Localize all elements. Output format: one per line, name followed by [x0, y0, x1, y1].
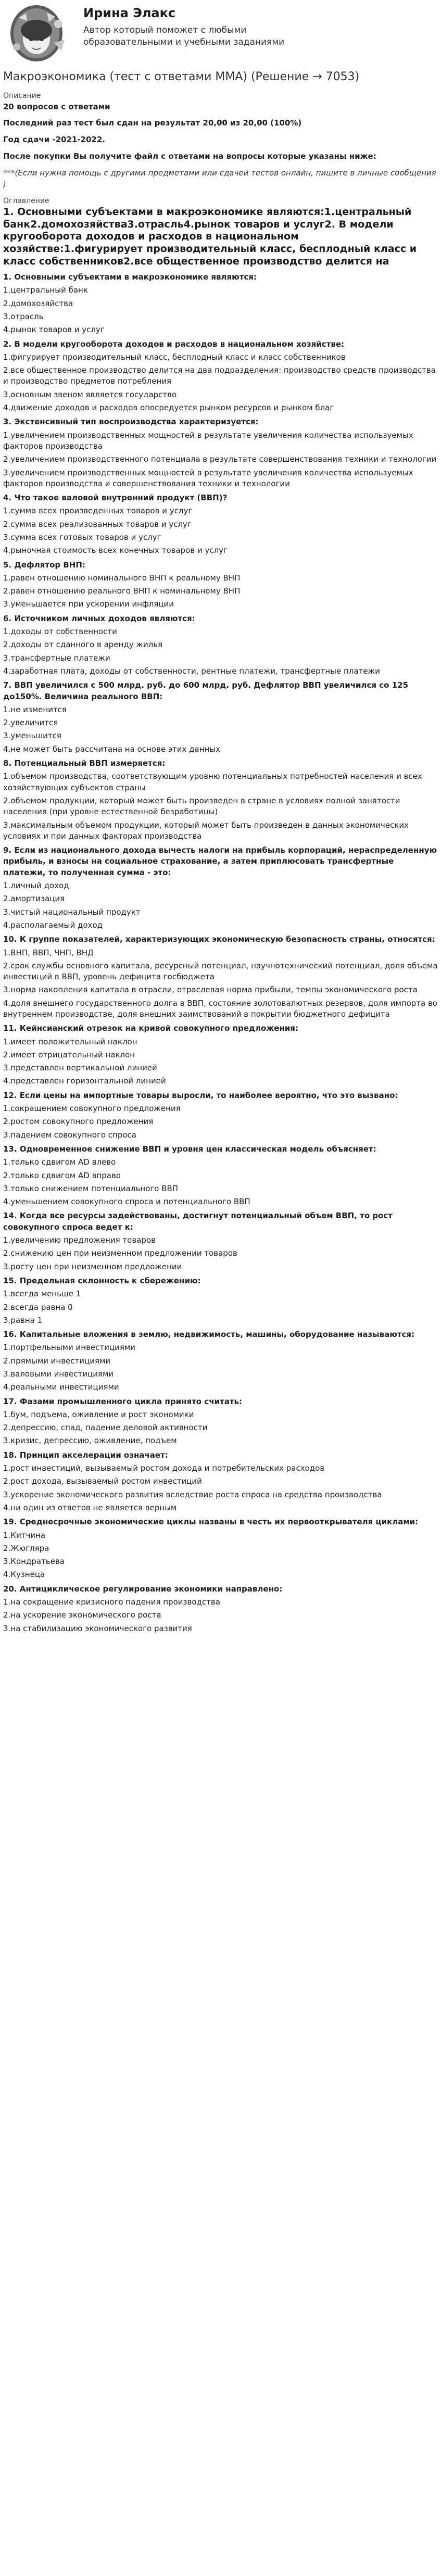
answer-option: 1.увеличению предложения товаров — [3, 1235, 156, 1245]
author-name[interactable]: Ирина Элакс — [83, 6, 176, 20]
question-text: 2. В модели кругооборота доходов и расходов в национальном хозяйстве: — [3, 339, 345, 349]
answer-option: 3.кризис, депрессию, оживление, подъем — [3, 1436, 177, 1446]
question-text: 11. Кейнсианский отрезок на кривой совокупного предложения: — [3, 1024, 298, 1033]
answer-option: 1.не изменится — [3, 704, 67, 714]
answer-option: 2.рост дохода, вызываемый ростом инвестиций — [3, 1476, 202, 1486]
toc-label: Оглавление — [3, 196, 49, 205]
answer-option: 1.сумма всех произведенных товаров и услуг — [3, 506, 193, 516]
questions-list — [3, 272, 438, 1634]
answer-option: 4.ни один из ответов не является верным — [3, 1502, 177, 1512]
answer-option: 2.срок службы основного капитала, ресурсный потенциал, научнотехнический потенциал, доля объема инвестиций в ВВП, уровень дефицита госбюджета — [3, 961, 438, 982]
question-block — [3, 1329, 438, 1393]
answer-option: 3.росту цен при неизменном предложении — [3, 1261, 182, 1271]
answer-option: 3.чистый национальный продукт — [3, 907, 141, 917]
answer-option: 1.на сокращение кризисного падения производства — [3, 1597, 220, 1607]
answer-option: 2.амортизация — [3, 894, 65, 904]
help-note: ***(Если нужна помощь с другими предметами или сдачей тестов онлайн, пишите в личные сообщения ) — [3, 168, 436, 189]
answer-option: 3.основным звеном является государство — [3, 389, 177, 399]
author-header — [3, 0, 438, 65]
answer-option: 3.представлен вертикальной линией — [3, 1063, 157, 1073]
question-block — [3, 1396, 438, 1447]
answer-option: 3.отрасль — [3, 311, 44, 321]
question-text: 9. Если из национального дохода вычесть налоги на прибыль корпораций, нераспределенную прибыль, и взносы на социальное страхование, а затем приплюсовать трансфертные платежи, то полученная сумма - это: — [3, 845, 437, 877]
answer-option: 2.домохозяйства — [3, 298, 73, 308]
answer-option: 2.Жюгляра — [3, 1543, 49, 1553]
answer-option: 3.падением совокупного спроса — [3, 1130, 136, 1140]
answer-option: 4.располагаемый доход — [3, 920, 103, 930]
answer-option: 3.только снижением потенциального ВВП — [3, 1183, 179, 1193]
author-description: Автор который поможет с любыми образовательными и учебными заданиями — [83, 25, 285, 47]
question-text: 16. Капитальные вложения в землю, недвижимость, машины, оборудование называются: — [3, 1330, 415, 1340]
answer-option: 4.рынок товаров и услуг — [3, 325, 105, 335]
question-text: 20. Антициклическое регулирование экономики направлено: — [3, 1584, 283, 1594]
answer-option: 2.равен отношению реального ВНП к номинальному ВНП — [3, 586, 241, 596]
answer-option: 1.Китчина — [3, 1530, 46, 1540]
question-text: 1. Основными субъектами в макроэкономике являются: — [3, 272, 257, 282]
answer-option: 1.объемом производства, соответствующим уровню потенциальных потребностей населения и всех хозяйствующих субъектов страны — [3, 772, 422, 792]
question-block — [3, 1450, 438, 1513]
answer-option: 4.реальными инвестициями — [3, 1382, 119, 1392]
answer-option: 1.всегда меньше 1 — [3, 1289, 81, 1299]
question-block — [3, 1517, 438, 1580]
answer-option: 3.на стабилизацию экономического развития — [3, 1623, 192, 1633]
answer-option: 3.максимальным объемом продукции, который может быть произведен в данных экономических условиях и при данных факторах производства — [3, 820, 409, 841]
question-text: 4. Что такое валовой внутренний продукт (ВВП)? — [3, 493, 228, 503]
answer-option: 3.ускорение экономического развития вследствие роста спроса на средства производства — [3, 1489, 382, 1499]
question-text: 15. Предельная склонность к сбережению: — [3, 1276, 201, 1285]
answer-option: 3.уменьшается при ускорении инфляции — [3, 599, 174, 609]
question-block — [3, 680, 438, 755]
question-block — [3, 613, 438, 677]
question-block — [3, 1210, 438, 1272]
answer-option: 1.личный доход — [3, 881, 69, 891]
question-block — [3, 845, 438, 931]
answer-option: 4.заработная плата, доходы от собственности, рентные платежи, трансфертные платежи — [3, 666, 380, 676]
question-text: 18. Принцип акселерации означает: — [3, 1450, 168, 1460]
answer-option: 4.доля внешнего государственного долга в ВВП, состояние золотовалютных резервов, доля импорта во внутреннем производстве, доля внешних заимствований в покрытии бюджетного дефицита — [3, 998, 437, 1019]
question-block — [3, 1144, 438, 1207]
answer-option: 2.на ускорение экономического роста — [3, 1610, 161, 1620]
answer-option: 3.равна 1 — [3, 1315, 43, 1325]
question-text: 10. К группе показателей, характеризующих экономическую безопасность страны, относятся: — [3, 935, 435, 944]
answer-option: 4.уменьшением совокупного спроса и потенциального ВВП — [3, 1197, 250, 1207]
question-text: 17. Фазами промышленного цикла принято считать: — [3, 1396, 243, 1406]
answer-option: 2.депрессию, спад, падение деловой активности — [3, 1423, 208, 1433]
answer-option: 4.движение доходов и расходов опосредуется рынком ресурсов и рынком благ — [3, 403, 334, 413]
question-block — [3, 1584, 438, 1634]
answer-option: 2.снижению цен при неизменном предложении товаров — [3, 1248, 237, 1258]
question-block — [3, 1023, 438, 1087]
answer-option: 3.Кондратьева — [3, 1557, 65, 1567]
answer-option: 2.ростом совокупного предложения — [3, 1117, 154, 1127]
author-avatar[interactable] — [3, 3, 76, 64]
question-text: 12. Если цены на импортные товары выросли, то наиболее вероятно, что это вызвано: — [3, 1090, 398, 1100]
question-text: 7. ВВП увеличился с 500 млрд. руб. до 600 млрд. руб. Дефлятор ВВП увеличился со 125 до150%. Величина реального ВВП: — [3, 680, 409, 701]
answer-option: 2.всегда равна 0 — [3, 1302, 73, 1312]
answer-option: 1.имеет положительный наклон — [3, 1037, 137, 1046]
answer-option: 4.Кузнеца — [3, 1570, 45, 1580]
answer-option: 2.прямыми инвестициями — [3, 1356, 111, 1366]
answer-option: 1.увеличением производственных мощностей в результате увеличения количества используемых факторов производства — [3, 430, 413, 451]
toc-text: 1. Основными субъектами в макроэкономике являются:1.центральный банк2.домохозяйства3.отрасль4.рынок товаров и услуг2. В модели кругооборота доходов и расходов в национальном хозяйстве:1.фигурирует производительный класс, бесплодный класс и класс собственников2.все общественное производство делится на — [3, 206, 417, 267]
question-text: 6. Источником личных доходов являются: — [3, 613, 195, 623]
answer-option: 3.валовыми инвестициями — [3, 1369, 114, 1379]
description-label: Описание — [3, 92, 41, 100]
answer-option: 4.не может быть рассчитана на основе этих данных — [3, 744, 221, 754]
answer-option: 1.только сдвигом AD влево — [3, 1157, 116, 1167]
answer-option: 1.бум, подъема, оживление и рост экономики — [3, 1409, 194, 1419]
answer-option: 3.трансфертные платежи — [3, 653, 110, 663]
answer-option: 3.норма накопления капитала в отрасли, отраслевая норма прибыли, темпы экономического роста — [3, 985, 418, 995]
question-text: 14. Когда все ресурсы задействованы, достигнут потенциальный объем ВВП, то рост совокупного спроса ведет к: — [3, 1211, 393, 1232]
question-block — [3, 1276, 438, 1326]
question-block — [3, 272, 438, 335]
question-block — [3, 934, 438, 1020]
question-block — [3, 560, 438, 610]
answer-option: 4.представлен горизонтальной линией — [3, 1076, 166, 1086]
answer-option: 3.увеличением производственных мощностей в результате увеличения количества используемых факторов производства и совершенствования техники и технологии — [3, 468, 413, 488]
avatar-image — [3, 3, 76, 64]
answer-option: 2.объемом продукции, который может быть произведен в стране в условиях полной занятости населения (при уровне естественной безработицы) — [3, 795, 400, 817]
answer-option: 2.все общественное производство делится на два подразделения: производство средств производства и производство предметов потребления — [3, 365, 436, 386]
document-title: Макроэкономика (тест с ответами ММА) (Решение → 7053) — [3, 70, 360, 83]
answer-option: 1.фигурирует производительный класс, бесплодный класс и класс собственников — [3, 352, 346, 362]
question-text: 8. Потенциальный ВВП измеряется: — [3, 759, 166, 768]
question-block — [3, 758, 438, 842]
questions-count: 20 вопросов с ответами — [3, 102, 110, 111]
question-block — [3, 493, 438, 556]
answer-option: 3.сумма всех готовых товаров и услуг — [3, 533, 161, 542]
answer-option: 2.доходы от сданного в аренду жилья — [3, 640, 163, 650]
answer-option: 1.доходы от собственности — [3, 627, 117, 637]
question-block — [3, 1090, 438, 1141]
answer-option: 1.ВНП, ВВП, ЧНП, ВНД — [3, 948, 94, 957]
answer-option: 2.сумма всех реализованных товаров и услуг — [3, 519, 192, 529]
answer-option: 1.сокращением совокупного предложения — [3, 1104, 181, 1114]
answer-option: 2.только сдвигом AD вправо — [3, 1170, 121, 1180]
answer-option: 1.равен отношению номинального ВНП к реальному ВНП — [3, 573, 241, 583]
year-line: Год сдачи -2021-2022. — [3, 135, 106, 145]
answer-option: 2.имеет отрицательный наклон — [3, 1050, 135, 1059]
question-text: 3. Экстенсивный тип воспроизводства характеризуется: — [3, 417, 259, 427]
answer-option: 3.уменьшится — [3, 731, 61, 741]
question-text: 5. Дефлятор ВНП: — [3, 560, 85, 570]
question-text: 19. Среднесрочные экономические циклы названы в честь их первооткрывателя циклами: — [3, 1517, 419, 1527]
answer-option: 1.рост инвестиций, вызываемый ростом дохода и потребительских расходов — [3, 1463, 325, 1473]
question-text: 13. Одновременное снижение ВВП и уровня цен классическая модель объясняет: — [3, 1144, 376, 1154]
answer-option: 1.портфельными инвестициями — [3, 1343, 135, 1353]
answer-option: 1.центральный банк — [3, 285, 88, 295]
question-block — [3, 416, 438, 489]
question-block — [3, 339, 438, 414]
score-line: Последний раз тест был сдан на результат 20,00 из 20,00 (100%) — [3, 118, 302, 128]
author-info — [83, 3, 302, 48]
answer-option: 2.увеличится — [3, 718, 58, 728]
answer-option: 4.рыночная стоимость всех конечных товаров и услуг — [3, 546, 228, 555]
answer-option: 2.увеличением производственного потенциала в результате совершенствования техники и технологии — [3, 454, 437, 464]
purchase-line: После покупки Вы получите файл с ответами на вопросы которые указаны ниже: — [3, 151, 376, 161]
